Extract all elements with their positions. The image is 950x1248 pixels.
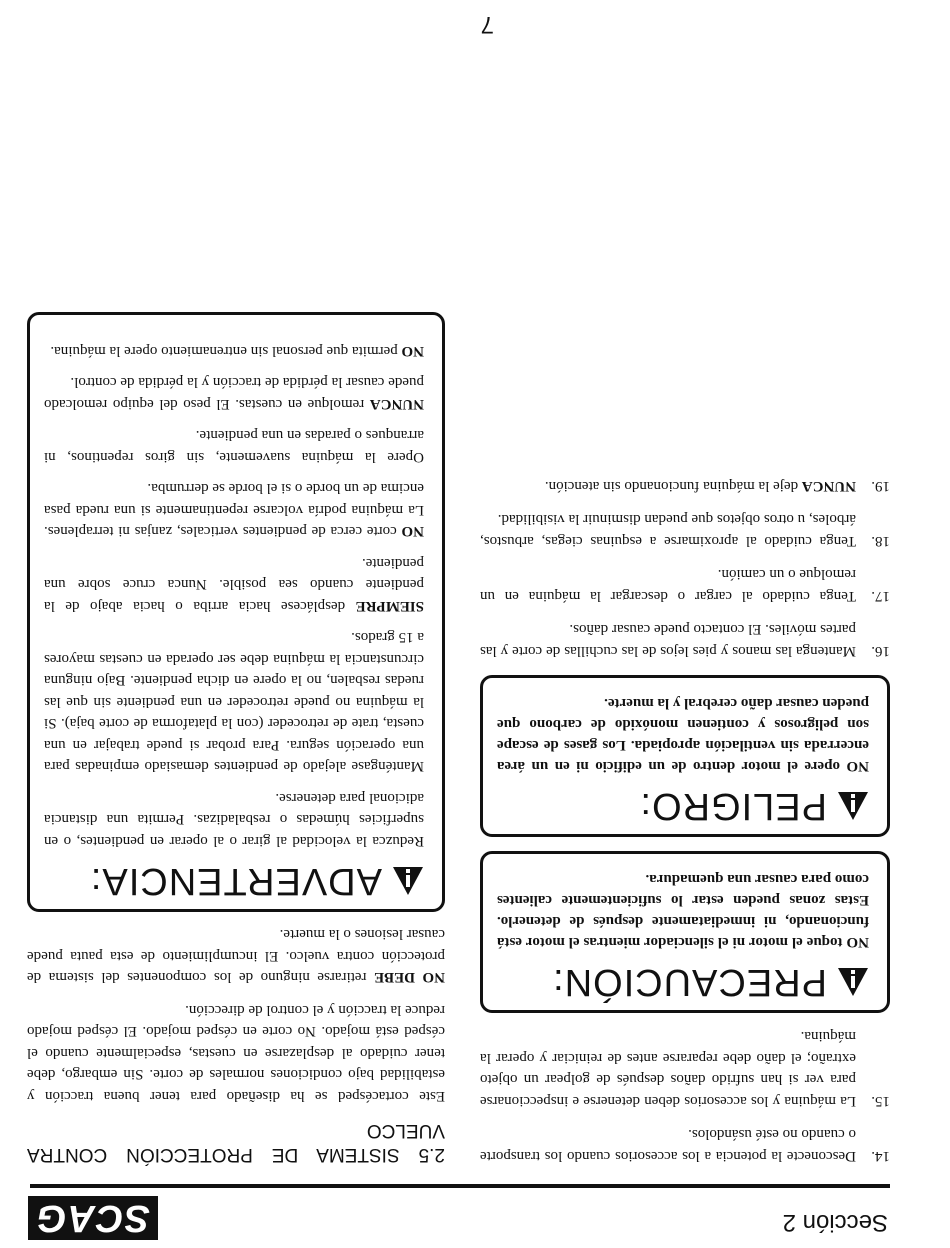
header-divider [30, 1184, 890, 1188]
page-number: 7 [480, 11, 494, 38]
caution-title: PRECAUCIÓN: [552, 961, 827, 1003]
paragraph: SIEMPRE desplácese hacia arriba o hacia abajo de la pendiente cuando sea posible. Nunca cruce sobre una pendiente. [43, 555, 424, 614]
scag-logo: SCAG [28, 1196, 158, 1240]
paragraph: NO DEBE retirarse ninguno de los componentes del sistema de protección contra vuelco. El incumplimiento de esta pauta puede causar lesiones o la muerte. [27, 926, 445, 986]
paragraph: Este cortacésped se ha diseñado para tener buena tracción y estabilidad bajo condiciones normales de corte. Sin embargo, debe tener cuidado al desplazarse en cuestas, especialmente cuando el césped está mojado. No corte en césped mojado. El césped mojado reduce la tracción y el control de dirección. [27, 1002, 445, 1104]
paragraph: Reduzca la velocidad al girar o al operar en pendientes, o en superficies húmedas o resbaladizas. Permita una distancia adicional para detenerse. [44, 790, 424, 849]
danger-box [480, 675, 890, 837]
warning-title: ADVERTENCIA: [89, 860, 382, 902]
section-title: 2.5 SISTEMA DE PROTECCIÓN CONTRA VUELCO [27, 1120, 445, 1165]
paragraph: NO permita que personal sin entrenamiento opere la máquina. [50, 343, 424, 359]
list-item: 16. Mantenga las manos y pies lejos de las cuchillas de corte y las partes móviles. El contacto puede causar daños. [480, 621, 890, 659]
paragraph: NUNCA remolque en cuestas. El peso del equipo remolcado puede causar la pérdida de tracción y la pérdida de control. [43, 374, 424, 412]
warning-triangle-icon [392, 866, 424, 896]
danger-text: NO opere el motor dentro de un edificio ni en un área encerrada sin ventilación apropiada. Los gases de escape son peligrosos y contienen monóxido de carbono que pueden causar daño cerebral y la muerte. [497, 695, 869, 774]
warning-triangle-icon [837, 967, 869, 997]
danger-title: PELIGRO: [639, 785, 827, 827]
paragraph: Opere la máquina suavemente, sin giros repentinos, ni arranques o paradas en una pendiente. [44, 427, 424, 465]
list-item: 17. Tenga cuidado al cargar o descargar la máquina en un remolque o un camión. [480, 566, 890, 604]
section-label: Sección 2 [782, 1209, 888, 1236]
list-item: 15. La máquina y los accesorios deben detenerse e inspeccionarse para ver si han sufrido daños después de golpear un objeto extraño; el daño debe repararse antes de reiniciar y operar la máquina. [480, 1028, 890, 1109]
caution-box [480, 851, 890, 1013]
paragraph: NO corte cerca de pendientes verticales, zanjas ni terraplenes. La máquina podría volcarse repentinamente si una rueda pasa encima de un borde o si el borde se derrumba. [43, 480, 424, 540]
left-column [27, 299, 445, 1167]
caution-text: NO toque el motor ni el silenciador mientras el motor está funcionando, ni inmediatamente después de detenerlo. Estas zonas pueden estar lo suficientemente calientes como para causar una quemadura. [496, 871, 869, 950]
list-item: 19. NUNCA deje la máquina funcionando sin atención. [544, 478, 890, 494]
warning-box [27, 313, 445, 913]
list-item: 18. Tenga cuidado al aproximarse a esquinas ciegas, arbustos, árboles, u otros objetos que puedan disminuir la visibilidad. [480, 511, 890, 549]
right-column [480, 463, 890, 1167]
paragraph: Manténgase alejado de pendientes demasiado empinadas para una operación segura. Para probar si puede trabajar en una cuesta, trate de retroceder (con la plataforma de corte baja). Si la máquina no puede retroceder en una pendiente sin que las ruedas resbalen, no la opere en dicha pendiente. Bajo ninguna circunstancia la máquina debe ser operada en cuestas mayores a 15 grados. [44, 629, 424, 775]
warning-triangle-icon [837, 791, 869, 821]
list-item: 14. Desconecte la potencia a los accesorios cuando los transporte o cuando no esté usándolos. [480, 1126, 890, 1164]
